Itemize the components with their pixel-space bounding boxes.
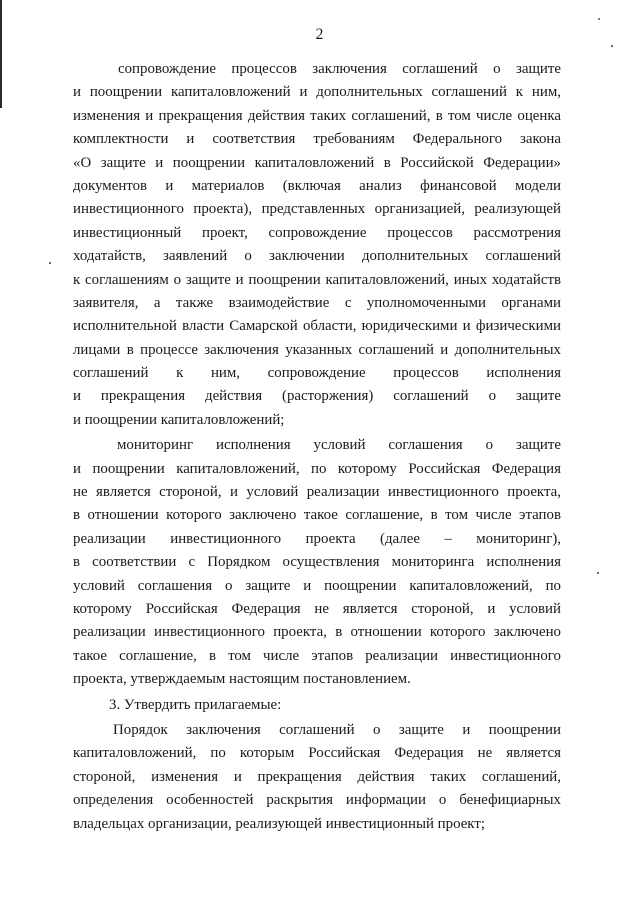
text-line: мониторинг исполнения условий соглашения о защите (117, 437, 561, 454)
text-line: заявителя, а также взаимодействие с уполномоченными органами (73, 294, 561, 311)
paragraph-approve (73, 694, 561, 717)
paragraph-procedure (73, 719, 561, 836)
text-line: сопровождение процессов заключения соглашений о защите (118, 61, 561, 77)
text-line: реализации инвестиционного проекта (далее – мониторинг), (73, 530, 561, 547)
scan-speck (49, 262, 51, 264)
scan-speck (598, 18, 600, 20)
text-line: условий соглашения о защите и поощрении капиталовложений, по (73, 577, 561, 594)
paragraph-support-processes (73, 58, 561, 432)
text-line: и поощрении капиталовложений и дополнительных соглашений к ним, (73, 84, 561, 101)
text-line: комплектности и соответствия требованиям Федерального закона (73, 131, 561, 148)
text-line: ходатайств, заявлений о заключении дополнительных соглашений (73, 248, 561, 265)
page-number: 2 (315, 26, 324, 43)
paragraph-monitoring (73, 434, 561, 691)
text-line: проекта, утверждаемым настоящим постановлением. (73, 671, 411, 688)
text-line: которому Российская Федерация не является стороной, и условий (73, 600, 561, 617)
text-line: в отношении которого заключено такое соглашение, в том числе этапов (73, 507, 561, 524)
text-line: такое соглашение, в том числе этапов реализации инвестиционного (73, 647, 561, 664)
text-line: изменения и прекращения действия таких соглашений, в том числе оценка (73, 107, 561, 124)
text-line: и прекращения действия (расторжения) соглашений о защите (73, 388, 561, 405)
text-line: в соответствии с Порядком осуществления мониторинга исполнения (73, 554, 561, 571)
text-line: стороной, изменения и прекращения действия таких соглашений, (73, 768, 561, 785)
text-line: Порядок заключения соглашений о защите и поощрении (113, 721, 561, 738)
text-line: «О защите и поощрении капиталовложений в Российской Федерации» (73, 154, 561, 171)
text-line: и поощрении капиталовложений; (73, 411, 285, 428)
text-line: документов и материалов (включая анализ финансовой модели (73, 177, 561, 194)
text-line: инвестиционного проекта), представленных организацией, реализующей (73, 201, 561, 218)
text-line: 3. Утвердить прилагаемые: (109, 696, 282, 713)
text-line: определения особенностей раскрытия информации о бенефициарных (73, 792, 561, 809)
text-line: к соглашениям о защите и поощрении капиталовложений, иных ходатайств (73, 271, 561, 288)
text-line: реализации инвестиционного проекта, в отношении которого заключено (73, 624, 561, 641)
scan-edge-shadow (0, 0, 2, 108)
text-line: соглашений к ним, сопровождение процессов исполнения (73, 365, 561, 382)
text-line: владельцах организации, реализующей инвестиционный проект; (73, 815, 485, 832)
text-line: не является стороной, и условий реализации инвестиционного проекта, (73, 484, 561, 501)
text-line: и поощрении капиталовложений, по которому Российская Федерация (73, 460, 561, 477)
scan-speck (611, 45, 613, 47)
text-line: инвестиционный проект, сопровождение процессов рассмотрения (73, 224, 561, 241)
text-line: исполнительной власти Самарской области, юридическими и физическими (73, 318, 561, 335)
document-body (73, 58, 561, 836)
scan-speck (597, 572, 599, 574)
text-line: лицами в процессе заключения указанных соглашений и дополнительных (73, 341, 561, 358)
text-line: капиталовложений, по которым Российская Федерация не является (73, 745, 561, 762)
